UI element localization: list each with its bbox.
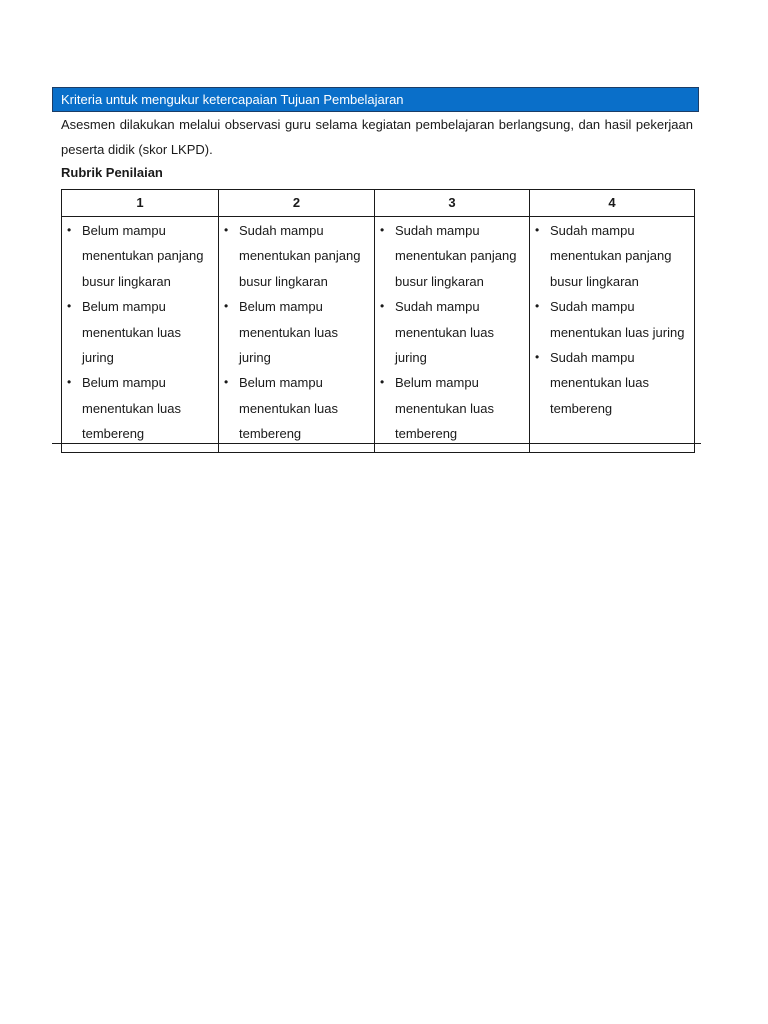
criteria-text: Sudah mampu menentukan panjang busur lingkaran <box>550 223 672 289</box>
bullet-icon: • <box>224 223 229 237</box>
score-header-4: 4 <box>530 190 695 217</box>
list-item <box>534 345 690 421</box>
list-item <box>223 370 370 446</box>
list-item <box>379 218 525 294</box>
criteria-header-title: Kriteria untuk mengukur ketercapaian Tujuan Pembelajaran <box>61 92 404 107</box>
bullet-icon: • <box>380 223 385 237</box>
bullet-icon: • <box>535 350 540 365</box>
bullet-icon: • <box>224 299 229 314</box>
list-item <box>66 294 214 370</box>
bullet-icon: • <box>67 375 72 390</box>
rubric-table <box>61 189 695 453</box>
score-header-2: 2 <box>219 190 375 217</box>
list-item <box>534 294 690 345</box>
score-1-criteria-list <box>66 218 214 447</box>
score-2-criteria-cell <box>219 217 375 453</box>
list-item <box>534 218 690 294</box>
bullet-icon: • <box>535 299 540 314</box>
bullet-icon: • <box>67 223 72 237</box>
list-item <box>223 218 370 294</box>
score-3-criteria-cell <box>375 217 530 453</box>
bullet-icon: • <box>67 299 72 314</box>
assessment-description: Asesmen dilakukan melalui observasi guru selama kegiatan pembelajaran berlangsung, dan hasil pekerjaan peserta didik (skor LKPD). <box>61 117 693 157</box>
section-bottom-rule <box>52 443 701 444</box>
rubric-header-row <box>62 190 695 217</box>
bullet-icon: • <box>224 375 229 390</box>
criteria-header-bar <box>52 87 699 112</box>
criteria-text: Sudah mampu menentukan luas juring <box>395 299 495 366</box>
criteria-text: Sudah mampu menentukan panjang busur lingkaran <box>395 223 517 289</box>
criteria-text: Belum mampu menentukan luas tembereng <box>395 375 495 442</box>
score-3-criteria-list <box>379 218 525 447</box>
bullet-icon: • <box>380 299 385 314</box>
score-2-criteria-list <box>223 218 370 447</box>
score-header-3: 3 <box>375 190 530 217</box>
rubric-criteria-row <box>62 217 695 453</box>
list-item <box>379 370 525 446</box>
list-item <box>223 294 370 370</box>
criteria-text: Belum mampu menentukan luas juring <box>239 299 339 366</box>
criteria-text: Sudah mampu menentukan luas juring <box>550 299 685 340</box>
list-item <box>66 218 214 294</box>
bullet-icon: • <box>380 375 385 390</box>
list-item <box>379 294 525 370</box>
rubric-heading: Rubrik Penilaian <box>61 165 163 180</box>
criteria-text: Sudah mampu menentukan panjang busur lingkaran <box>239 223 361 289</box>
list-item <box>66 370 214 446</box>
criteria-text: Belum mampu menentukan luas tembereng <box>239 375 339 442</box>
score-1-criteria-cell <box>62 217 219 453</box>
criteria-text: Sudah mampu menentukan luas tembereng <box>550 350 650 416</box>
score-4-criteria-cell <box>530 217 695 453</box>
score-header-1: 1 <box>62 190 219 217</box>
criteria-text: Belum mampu menentukan luas juring <box>82 299 182 366</box>
criteria-text: Belum mampu menentukan luas tembereng <box>82 375 182 442</box>
score-4-criteria-list <box>534 218 690 421</box>
bullet-icon: • <box>535 223 540 237</box>
criteria-text: Belum mampu menentukan panjang busur lingkaran <box>82 223 204 289</box>
